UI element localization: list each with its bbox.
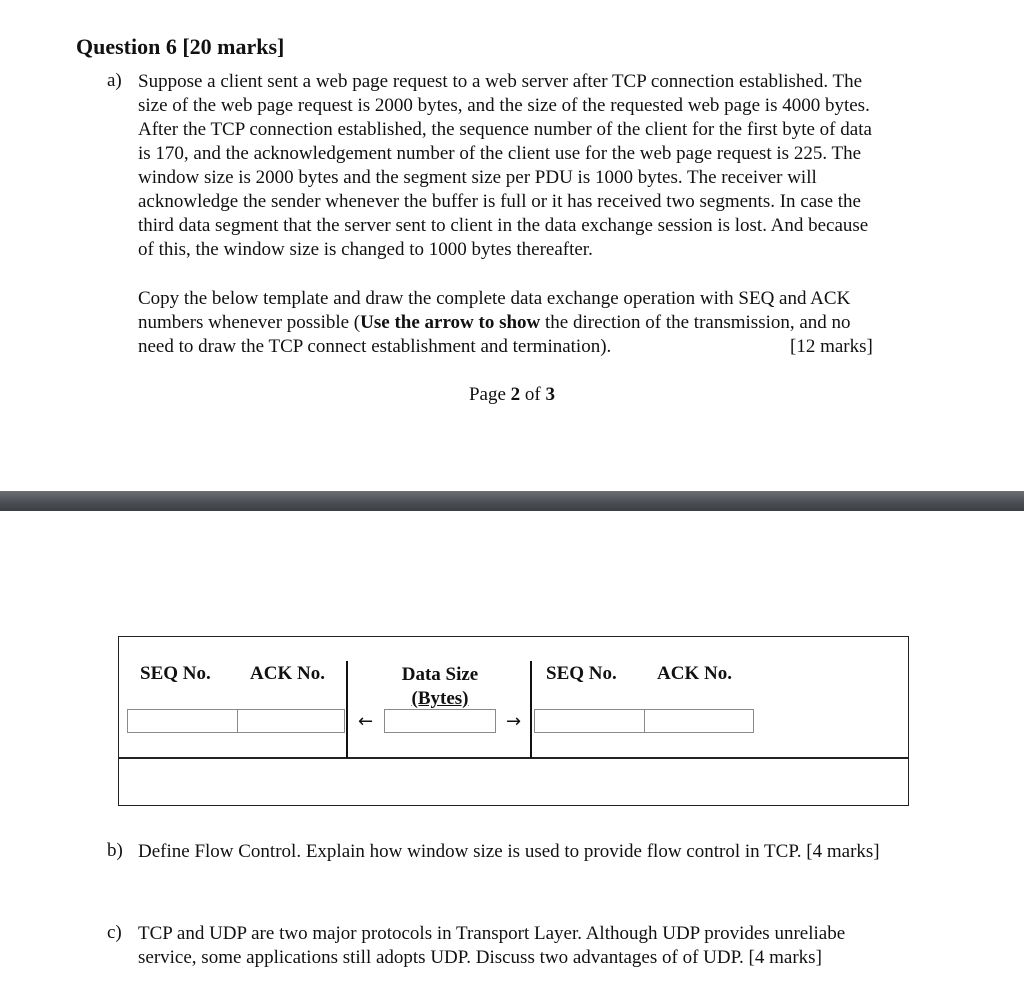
client-ack-cell[interactable]	[237, 709, 345, 733]
question-title: Question 6 [20 marks]	[76, 34, 285, 59]
text-segment: the direction of the transmission, and no	[540, 312, 851, 333]
text-line: size of the web page request is 2000 bytes, and the size of the requested web page is 4000 bytes.	[138, 95, 870, 116]
right-arrow-icon: →	[506, 711, 522, 732]
text-segment: need to draw the TCP connect establishment and termination).	[138, 336, 612, 357]
page-break-divider	[0, 491, 1024, 511]
part-a-paragraph-1	[138, 70, 958, 262]
text-line: After the TCP connection established, the sequence number of the client for the first byte of data	[138, 119, 872, 140]
text-line: service, some applications still adopts UDP. Discuss two advantages of of UDP. [4 marks]	[138, 947, 822, 968]
emphasis-text: Use the arrow to show	[360, 312, 541, 333]
part-c-label: c)	[107, 922, 122, 943]
server-ack-cell[interactable]	[644, 709, 754, 733]
text-line: TCP and UDP are two major protocols in Transport Layer. Although UDP provides unreliabe	[138, 923, 846, 944]
data-size-line2: (Bytes)	[411, 688, 469, 709]
left-column-divider	[346, 661, 348, 758]
text-line: Suppose a client sent a web page request to a web server after TCP connection established. The	[138, 71, 863, 92]
client-ack-header: ACK No.	[250, 663, 325, 684]
data-size-line1: Data Size	[401, 664, 479, 685]
part-c-text	[138, 922, 958, 970]
client-seq-cell[interactable]	[127, 709, 238, 733]
page-prefix: Page	[468, 384, 511, 405]
client-seq-header: SEQ No.	[140, 663, 211, 684]
server-seq-cell[interactable]	[534, 709, 645, 733]
part-a-paragraph-2	[138, 287, 958, 359]
page-current: 2	[510, 384, 521, 405]
part-b-text	[138, 840, 958, 864]
text-line: acknowledge the sender whenever the buffer is full or it has received two segments. In case the	[138, 191, 861, 212]
page-of: of	[520, 384, 546, 405]
table-row-divider	[118, 757, 909, 759]
data-size-cell[interactable]	[384, 709, 496, 733]
text-line: window size is 2000 bytes and the segment size per PDU is 1000 bytes. The receiver will	[138, 167, 817, 188]
part-a-label: a)	[107, 70, 122, 91]
part-b-label: b)	[107, 840, 123, 861]
text-line: is 170, and the acknowledgement number of the client use for the web page request is 225. The	[138, 143, 862, 164]
right-column-divider	[530, 661, 532, 758]
text-line	[138, 335, 958, 359]
page-number	[0, 384, 1024, 406]
text-line	[138, 311, 958, 335]
server-ack-header: ACK No.	[657, 663, 732, 684]
text-line: Define Flow Control. Explain how window size is used to provide flow control in TCP. [4 marks]	[138, 841, 880, 862]
left-arrow-icon: ←	[358, 711, 374, 732]
text-line: third data segment that the server sent to client in the data exchange session is lost. And because	[138, 215, 869, 236]
marks-label: [12 marks]	[790, 336, 873, 357]
page-total: 3	[545, 384, 555, 405]
server-seq-header: SEQ No.	[546, 663, 617, 684]
text-segment: numbers whenever possible (	[138, 312, 361, 333]
data-size-header	[380, 663, 500, 711]
text-line: Copy the below template and draw the complete data exchange operation with SEQ and ACK	[138, 288, 851, 309]
text-line: of this, the window size is changed to 1000 bytes thereafter.	[138, 239, 593, 260]
